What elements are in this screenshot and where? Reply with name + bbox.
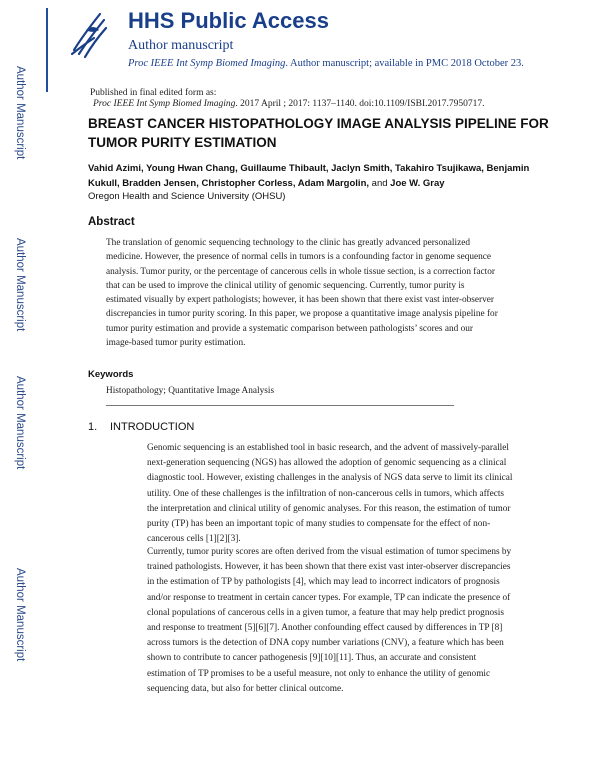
sidebar-label-text: Author Manuscript bbox=[14, 238, 26, 332]
sidebar-label-text: Author Manuscript bbox=[14, 66, 26, 160]
header-journal-name: Proc IEEE Int Symp Biomed Imaging bbox=[128, 58, 286, 69]
intro-paragraph: Genomic sequencing is an established tool in basic research, and the advent of massively-parallel next-generation sequencing (NGS) has allowed the adoption of genomic sequencing as a clinical diagnostic tool. However, existing challenges in the analysis of NGS data serve to limit its clinical utility. One of these challenges is the infiltration of non-cancerous cells in tumors, which affects the interpretation and clinical utility of genomic analyses. For this reason, the estimation of tumor purity (TP) has been an important topic of many studies to compensate for the effect of non-cancerous cells [1][2][3]. bbox=[147, 443, 513, 545]
sidebar-label bbox=[10, 368, 30, 478]
intro-paragraph: Currently, tumor purity scores are often derived from the visual estimation of tumor specimens by trained pathologists. However, it has been shown that there exist vast inter-observer discrepancies in the estimation of TP by pathologists [4], which may lead to incorrect indicators of prognosis and/or response to treatment in certain cancer types. For example, TP can indicate the presence of clonal populations of cancerous cells in a given tumor, a feature that may help predict prognosis and response to treatment [5][6][7]. Another confounding effect caused by differences in TP [8] across tumors is the detection of DNA copy number variations (CNV), a feature which has been shown to contribute to cancer pathogenesis [9][10][11]. Thus, an accurate and consistent estimation of TP promises to be a useful measure, not only to enhance the utility of genomic sequencing data, but also for better clinical outcome. bbox=[147, 547, 512, 694]
abstract-text: The translation of genomic sequencing technology to the clinic has greatly advanced personalized medicine. However, the presence of normal cells in tumors is a confounding factor in genome sequence analysis. Tumor purity, or the percentage of cancerous cells in whole tissue section, is a correction factor that can be used to improve the clinical utility of genomic sequencing. Currently, tumor purity is estimated visually by expert pathologists; however, it has been shown that there exist vast inter-observer discrepancies in tumor purity scoring. In this paper, we propose a quantitative image analysis pipeline for tumor purity estimation and provide a systematic comparison between pathologists’ scores and our image-based tumor purity estimation. bbox=[106, 238, 498, 349]
publication-details: . 2017 April ; 2017: 1137–1140. doi:10.1109/ISBI.2017.7950717. bbox=[235, 99, 485, 109]
author-names: Vahid Azimi, Young Hwan Chang, Guillaume Thibault, Jaclyn Smith, Takahiro Tsujikawa, Benjamin Kukull, Bradden Jensen, Christopher Corless, Adam Margolin, bbox=[88, 163, 530, 189]
header-divider-line bbox=[46, 8, 48, 92]
sidebar-label bbox=[10, 230, 30, 340]
publication-citation bbox=[93, 99, 485, 109]
last-author-name: Joe W. Gray bbox=[390, 177, 445, 189]
section-divider bbox=[106, 405, 454, 406]
sidebar-label-text: Author Manuscript bbox=[14, 568, 26, 662]
header-availability: . Author manuscript; available in PMC 2018 October 23. bbox=[285, 58, 524, 69]
abstract-heading: Abstract bbox=[88, 216, 135, 228]
published-final-label: Published in final edited form as: bbox=[90, 88, 217, 98]
hhs-eagle-logo-icon bbox=[66, 10, 110, 62]
publication-journal: Proc IEEE Int Symp Biomed Imaging bbox=[93, 99, 236, 109]
section-number: 1. bbox=[88, 421, 98, 433]
article-title: BREAST CANCER HISTOPATHOLOGY IMAGE ANALYSIS PIPELINE FOR TUMOR PURITY ESTIMATION bbox=[88, 116, 549, 150]
author-list bbox=[88, 162, 558, 191]
sidebar-label bbox=[10, 58, 30, 168]
sidebar-label bbox=[10, 560, 30, 670]
keywords-heading: Keywords bbox=[88, 369, 134, 380]
sidebar-label-text: Author Manuscript bbox=[14, 376, 26, 470]
introduction-heading bbox=[88, 421, 194, 433]
section-title: INTRODUCTION bbox=[110, 421, 195, 433]
hhs-public-access-title: HHS Public Access bbox=[128, 8, 329, 33]
affiliation: Oregon Health and Science University (OHSU) bbox=[88, 191, 286, 202]
header-citation bbox=[128, 57, 528, 70]
author-manuscript-label: Author manuscript bbox=[128, 38, 234, 53]
author-manuscript-sidebar bbox=[0, 0, 60, 776]
author-conjunction: and bbox=[369, 177, 391, 189]
keywords-text: Histopathology; Quantitative Image Analysis bbox=[106, 386, 275, 396]
